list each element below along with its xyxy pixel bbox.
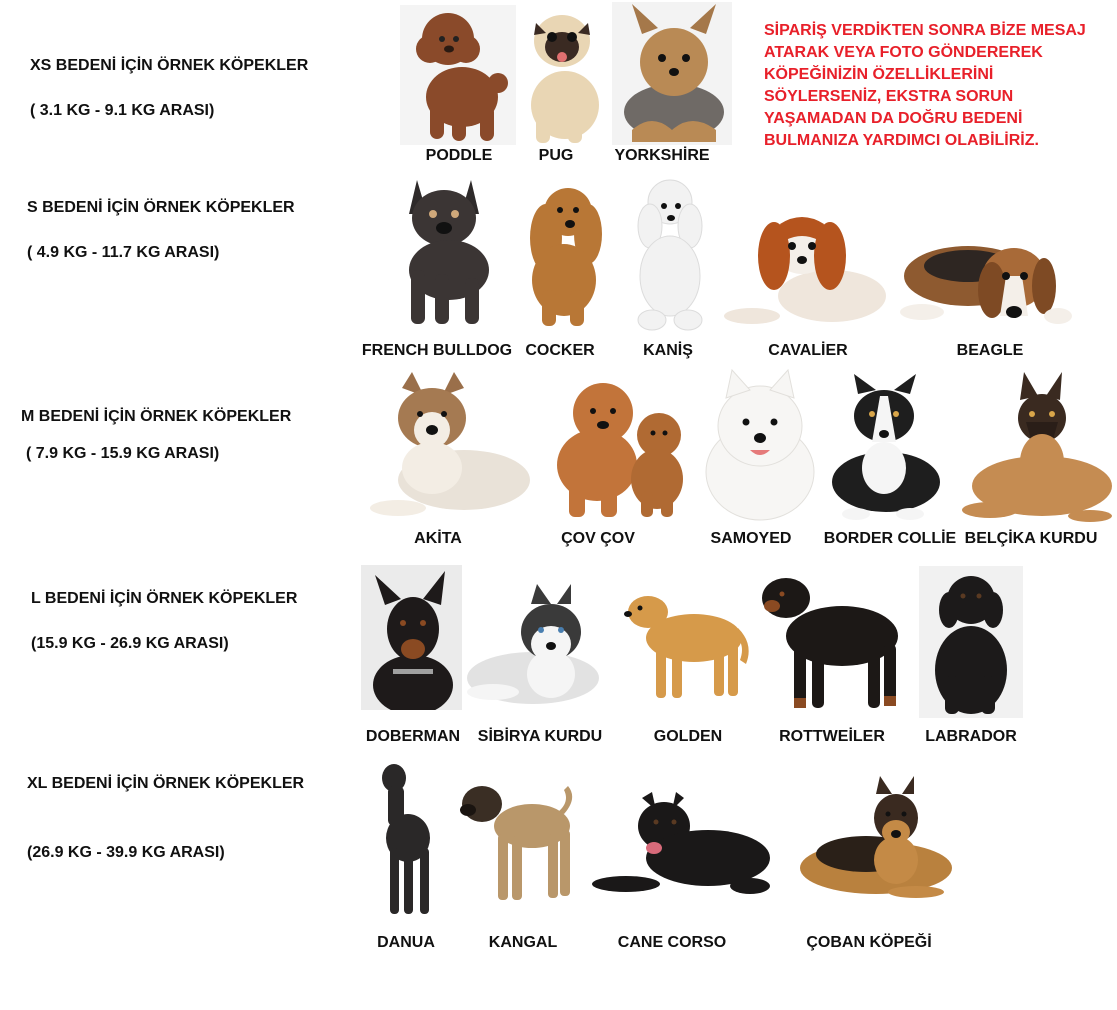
note-line: KÖPEĞİNİZİN ÖZELLİKLERİNİ <box>764 66 994 83</box>
dog-name-label: DOBERMAN <box>365 728 461 745</box>
rottweiler-photo <box>758 572 908 712</box>
kangal-photo <box>460 778 574 904</box>
note-line: SÖYLERSENİZ, EKSTRA SORUN <box>764 88 1014 105</box>
dog-name-label: YORKSHİRE <box>614 147 710 164</box>
dog-name-label: LABRADOR <box>925 728 1017 745</box>
dog-name-label: ÇOV ÇOV <box>561 530 635 547</box>
samoyed-photo <box>702 368 818 521</box>
dog-name-label: DANUA <box>377 934 435 951</box>
labrador-photo <box>919 566 1023 718</box>
great-dane-photo <box>372 762 442 918</box>
dog-name-label: BORDER COLLİE <box>823 530 957 547</box>
dog-name-label: FRENCH BULLDOG <box>361 342 513 359</box>
dog-name-label: AKİTA <box>414 530 462 547</box>
note-line: ATARAK VEYA FOTO GÖNDEREREK <box>764 44 1043 61</box>
dog-name-label: GOLDEN <box>653 728 723 745</box>
dog-name-label: ROTTWEİLER <box>779 728 885 745</box>
xs-size-title: XS BEDENİ İÇİN ÖRNEK KÖPEKLER <box>30 57 309 74</box>
order-help-note <box>764 20 1104 152</box>
german-shepherd-photo <box>796 776 956 900</box>
xs-weight-range: ( 3.1 KG - 9.1 KG ARASI) <box>30 102 215 119</box>
kanis-photo <box>626 172 714 332</box>
l-weight-range: (15.9 KG - 26.9 KG ARASI) <box>31 635 229 652</box>
l-size-title: L BEDENİ İÇİN ÖRNEK KÖPEKLER <box>31 590 298 607</box>
border-collie-photo <box>826 372 942 522</box>
s-weight-range: ( 4.9 KG - 11.7 KG ARASI) <box>27 244 220 261</box>
golden-retriever-photo <box>618 584 754 702</box>
dog-name-label: CAVALİER <box>768 342 848 359</box>
dog-name-label: SAMOYED <box>710 530 792 547</box>
xl-weight-range: (26.9 KG - 39.9 KG ARASI) <box>27 844 225 861</box>
poodle-photo <box>400 5 516 145</box>
m-size-title: M BEDENİ İÇİN ÖRNEK KÖPEKLER <box>21 408 292 425</box>
yorkshire-photo <box>612 2 732 145</box>
chow-chow-photo <box>545 373 688 518</box>
s-size-title: S BEDENİ İÇİN ÖRNEK KÖPEKLER <box>27 199 295 216</box>
note-line: SİPARİŞ VERDİKTEN SONRA BİZE MESAJ <box>764 22 1086 39</box>
beagle-photo <box>898 206 1074 330</box>
dog-name-label: BEAGLE <box>956 342 1024 359</box>
note-line: YAŞAMADAN DA DOĞRU BEDENİ <box>764 110 1023 127</box>
dog-name-label: KANGAL <box>488 934 558 951</box>
akita-photo <box>368 368 534 520</box>
note-line: BULMANIZA YARDIMCI OLABİLİRİZ. <box>764 132 1039 149</box>
siberian-husky-photo <box>463 582 611 710</box>
dog-name-label: PUG <box>538 147 574 164</box>
dog-name-label: KANİŞ <box>643 342 693 359</box>
dog-name-label: CANE CORSO <box>617 934 727 951</box>
cocker-photo <box>508 172 614 328</box>
dog-name-label: COCKER <box>525 342 595 359</box>
dog-name-label: PODDLE <box>425 147 493 164</box>
doberman-photo <box>361 565 462 710</box>
xl-size-title: XL BEDENİ İÇİN ÖRNEK KÖPEKLER <box>27 775 305 792</box>
belgian-shepherd-photo <box>960 370 1115 526</box>
dog-name-label: ÇOBAN KÖPEĞİ <box>806 934 932 951</box>
pug-photo <box>520 5 610 145</box>
cane-corso-photo <box>590 790 772 896</box>
m-weight-range: ( 7.9 KG - 15.9 KG ARASI) <box>26 445 220 462</box>
french-bulldog-photo <box>387 170 501 328</box>
dog-name-label: BELÇİKA KURDU <box>964 530 1098 547</box>
cavalier-photo <box>722 200 888 330</box>
dog-name-label: SİBİRYA KURDU <box>477 728 603 745</box>
